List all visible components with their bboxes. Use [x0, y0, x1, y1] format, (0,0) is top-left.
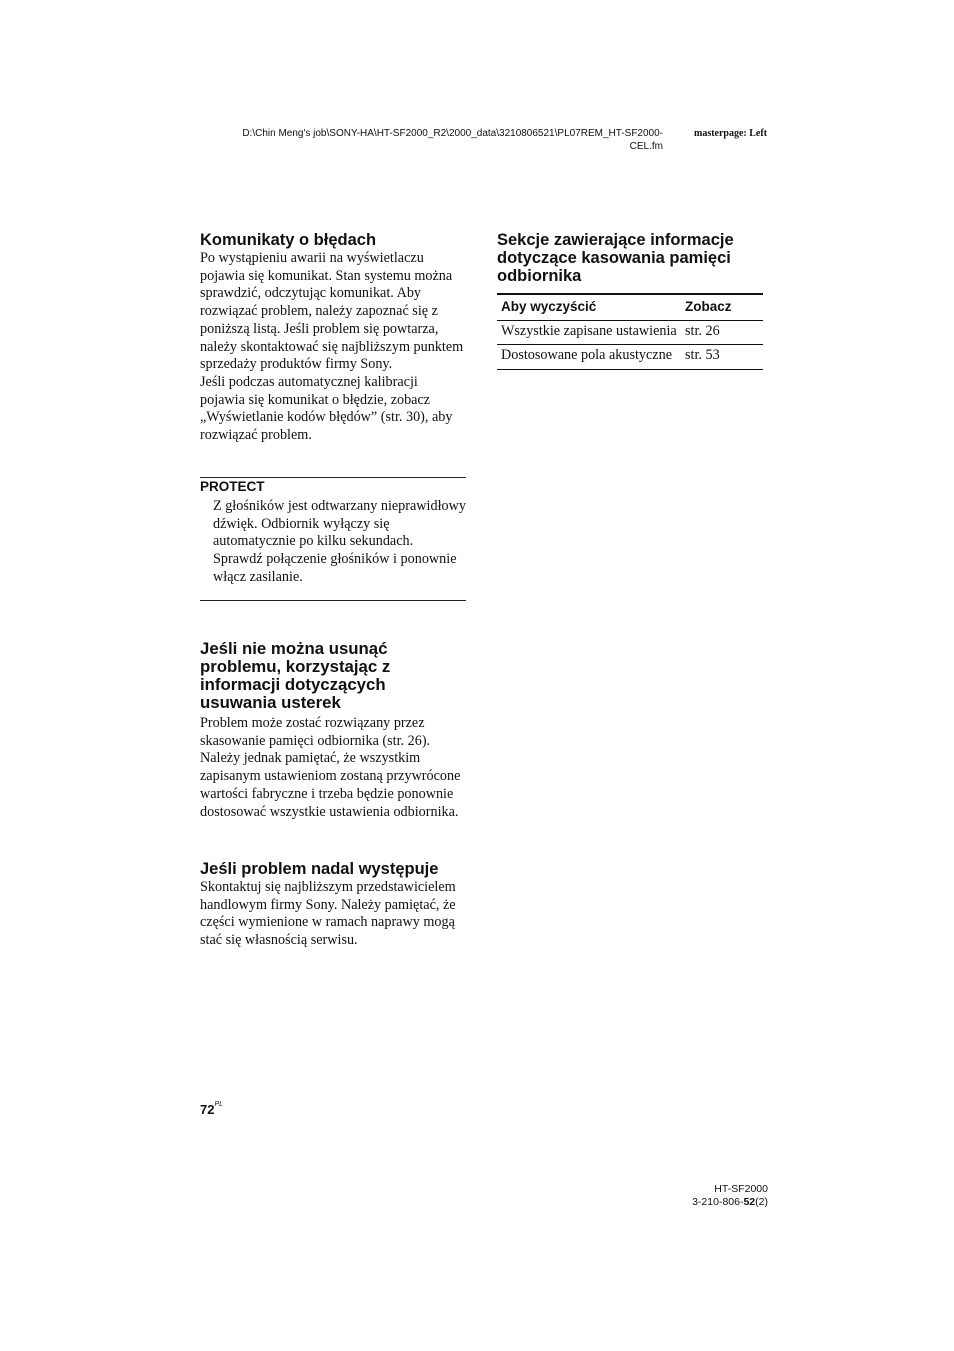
- page-language: PL: [214, 1101, 224, 1108]
- section-heading: Sekcje zawierające informacje dotyczące kasowania pamięci odbiornika: [497, 231, 734, 285]
- page-number-value: 72: [200, 1102, 215, 1117]
- section-heading: Jeśli nie można usunąć problemu, korzystając z informacji dotyczących usuwania usterek: [200, 639, 391, 712]
- section-paragraph: Jeśli podczas automatycznej kalibracji pojawia się komunikat o błędzie, zobacz „Wyświetlanie kodów błędów” (str. 30), aby rozwiązać problem.: [200, 373, 453, 444]
- section-memory-reset: [497, 231, 763, 370]
- file-path-line-2: CEL.fm: [629, 141, 663, 152]
- table-cell-item: Dostosowane pola akustyczne: [497, 345, 681, 370]
- section-heading: Jeśli problem nadal występuje: [200, 860, 439, 878]
- section-cannot-fix: [200, 640, 466, 821]
- document-code-prefix: 3-210-806-: [692, 1195, 744, 1208]
- section-heading: Komunikaty o błędach: [200, 231, 377, 249]
- column-header-clear: Aby wyczyścić: [497, 294, 681, 320]
- document-code: [620, 1196, 768, 1209]
- reference-table: [497, 293, 763, 370]
- page-number: [200, 1102, 223, 1117]
- table-cell-ref: str. 26: [681, 320, 763, 345]
- section-paragraph: Skontaktuj się najbliższym przedstawicielem handlowym firmy Sony. Należy pamiętać, że części wymienione w ramach naprawy mogą stać się własnością serwisu.: [200, 879, 456, 949]
- document-code-suffix: (2): [755, 1195, 768, 1208]
- document-code-bold: 52: [743, 1195, 756, 1208]
- file-path-header: [178, 127, 663, 153]
- protect-message-box: [200, 477, 466, 601]
- column-header-see: Zobacz: [681, 294, 763, 320]
- table-row: [497, 320, 763, 345]
- section-paragraph: Problem może zostać rozwiązany przez skasowanie pamięci odbiornika (str. 26). Należy jednak pamiętać, że wszystkim zapisanym ustawieniom zostaną przywrócone wartości fabryczne i trzeba będzie ponownie dostosować wszystkie ustawienia odbiornika.: [200, 715, 461, 820]
- file-path-line-1: D:\Chin Meng's job\SONY-HA\HT-SF2000_R2\2000_data\3210806521\PL07REM_HT-SF2000-: [242, 128, 663, 139]
- table-cell-item: Wszystkie zapisane ustawienia: [497, 320, 681, 345]
- table-cell-ref: str. 53: [681, 345, 763, 370]
- section-problem-persists: [200, 860, 466, 950]
- protect-description: Z głośników jest odtwarzany nieprawidłowy dźwięk. Odbiornik wyłączy się automatycznie po kilku sekundach. Sprawdź połączenie głośników i ponownie włącz zasilanie.: [213, 498, 466, 585]
- model-footer: [620, 1183, 768, 1208]
- section-paragraph: Po wystąpieniu awarii na wyświetlaczu pojawia się komunikat. Stan systemu można sprawdzić, odczytując komunikat. Aby rozwiązać problem, należy zapoznać się z poniższą listą. Jeśli problem się powtarza, należy skontaktować się najbliższym punktem sprzedaży produktów firmy Sony.: [200, 250, 464, 373]
- model-name: HT-SF2000: [714, 1183, 768, 1195]
- protect-title: PROTECT: [200, 479, 265, 494]
- table-header-row: [497, 294, 763, 320]
- section-error-messages: [200, 231, 466, 445]
- table-row: [497, 345, 763, 370]
- masterpage-label: masterpage: Left: [694, 128, 768, 139]
